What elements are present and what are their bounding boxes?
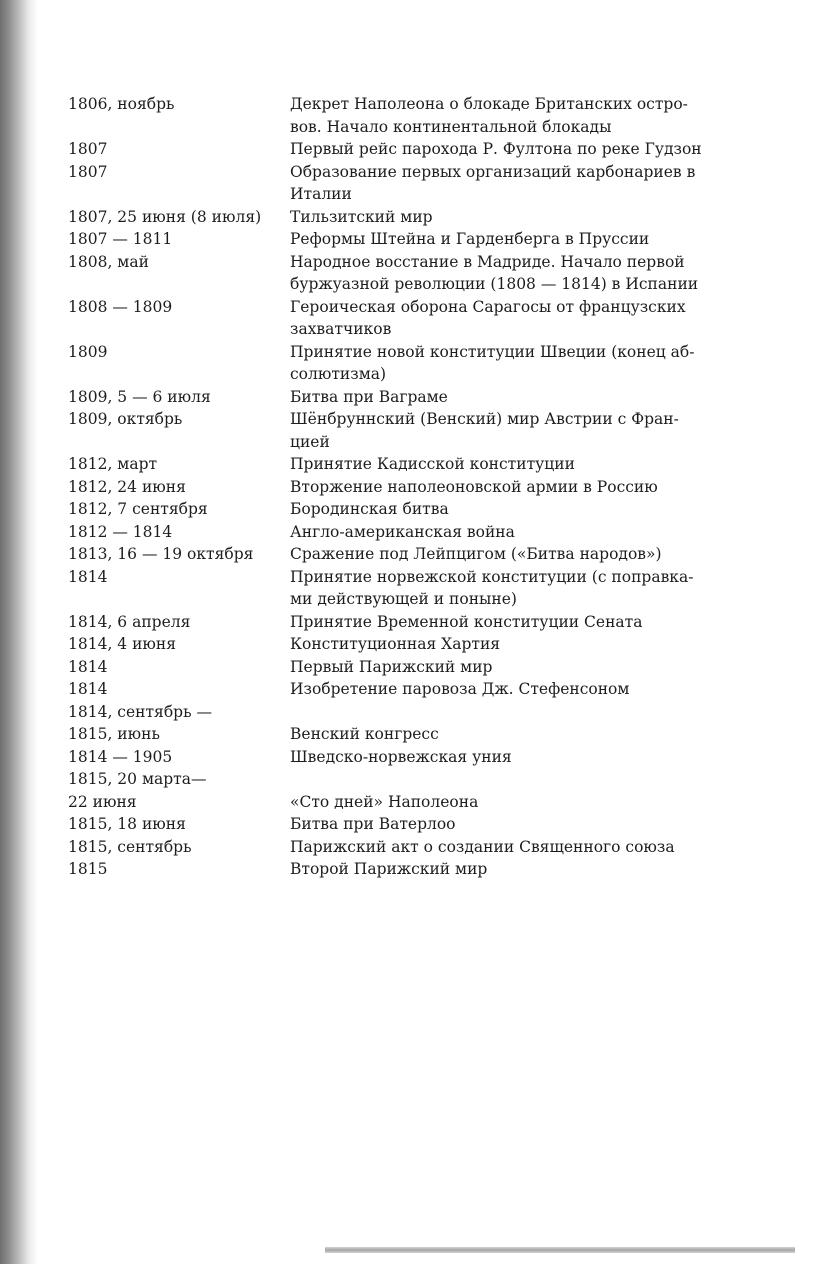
entry-date (68, 836, 290, 859)
entry-date-line: 1809, октябрь (68, 410, 183, 428)
chronology-row (68, 611, 740, 634)
chronology-row (68, 813, 740, 836)
chronology-row (68, 521, 740, 544)
chronology-row (68, 746, 740, 769)
entry-event-line: Героическая оборона Сарагосы от французских (290, 297, 686, 316)
entry-date-line: 1815, 20 марта— (68, 770, 207, 788)
entry-event (290, 386, 736, 409)
entry-event-line: буржуазной революции (1808 — 1814) в Испании (290, 275, 699, 293)
entry-event-line: Шёнбруннский (Венский) мир Австрии с Фран- (290, 410, 679, 428)
entry-date-line: 1815, июнь (68, 725, 160, 743)
entry-date (68, 746, 290, 769)
chronology-row (68, 408, 740, 453)
entry-event-line: Бородинская битва (290, 500, 449, 518)
entry-date (68, 656, 290, 679)
entry-event-line: Шведско-норвежская уния (290, 747, 512, 766)
entry-event (290, 521, 736, 544)
chronology-row (68, 836, 740, 859)
entry-date-line: 1814 (68, 657, 108, 676)
entry-event (290, 341, 736, 386)
entry-date-line: 1807 (68, 140, 108, 158)
chronology-row (68, 566, 740, 611)
entry-date (68, 768, 290, 813)
entry-event-line: Образование первых организаций карбонариев в (290, 162, 696, 181)
entry-date-line: 1814 (68, 680, 108, 698)
entry-event-line: Народное восстание в Мадриде. Начало первой (290, 252, 685, 271)
entry-event-line (290, 768, 736, 791)
chronology-row (68, 858, 740, 881)
chronology-row (68, 633, 740, 656)
entry-event (290, 746, 736, 769)
entry-date-line: 22 июня (68, 792, 137, 811)
entry-event (290, 408, 736, 453)
entry-event (290, 251, 736, 296)
entry-event (290, 858, 736, 881)
entry-event (290, 813, 736, 836)
entry-date (68, 453, 290, 476)
chronology-row (68, 656, 740, 679)
entry-event-line: Битва при Ваграме (290, 387, 448, 406)
entry-date-line: 1815 (68, 860, 108, 878)
chronology-row (68, 161, 740, 206)
entry-date-line: 1813, 16 — 19 октября (68, 545, 254, 563)
chronology-row (68, 228, 740, 251)
chronology-row (68, 498, 740, 521)
entry-event (290, 701, 736, 746)
entry-date-line: 1814 — 1905 (68, 747, 173, 766)
entry-date (68, 93, 290, 116)
entry-event (290, 633, 736, 656)
entry-event (290, 138, 736, 161)
entry-event-line: цией (290, 432, 330, 451)
entry-event (290, 678, 736, 701)
entry-date-line: 1814, 6 апреля (68, 612, 191, 631)
entry-event-line: Сражение под Лейпцигом («Битва народов») (290, 545, 662, 563)
entry-date-line: 1806, ноябрь (68, 95, 175, 113)
chronology-row (68, 476, 740, 499)
entry-date (68, 341, 290, 364)
chronology-row (68, 678, 740, 701)
entry-date-line: 1812, 24 июня (68, 477, 186, 496)
entry-event-line: вов. Начало континентальной блокады (290, 117, 612, 136)
entry-date-line: 1814, 4 июня (68, 635, 177, 653)
entry-event (290, 296, 736, 341)
entry-date-line: 1808, май (68, 252, 149, 271)
entry-date (68, 206, 290, 229)
entry-event (290, 228, 736, 251)
entry-event-line: захватчиков (290, 320, 392, 338)
entry-event-line: Принятие Кадисской конституции (290, 455, 575, 473)
entry-date-line: 1807, 25 июня (8 июля) (68, 207, 262, 226)
entry-event (290, 836, 736, 859)
entry-date-line: 1812, 7 сентября (68, 500, 208, 518)
entry-event-line: Италии (290, 185, 352, 203)
entry-event-line: «Сто дней» Наполеона (290, 792, 479, 811)
entry-date-line: 1814, сентябрь — (68, 702, 212, 721)
entry-event-line: Первый рейс парохода Р. Фултона по реке Гудзон (290, 140, 702, 158)
entry-date (68, 296, 290, 319)
entry-date-line: 1815, сентябрь (68, 837, 192, 856)
entry-date (68, 701, 290, 746)
entry-event-line: Первый Парижский мир (290, 657, 493, 676)
entry-date-line: 1812, март (68, 455, 158, 473)
entry-event-line: Принятие норвежской конституции (с поправка- (290, 567, 694, 586)
entry-event (290, 543, 736, 566)
entry-event-line (290, 701, 736, 724)
scan-edge-bar (325, 1247, 795, 1253)
entry-date (68, 251, 290, 274)
entry-event-line: солютизма) (290, 365, 387, 383)
entry-date (68, 611, 290, 634)
chronology-row (68, 251, 740, 296)
entry-date-line: 1807 (68, 162, 108, 181)
chronology-row (68, 138, 740, 161)
entry-date (68, 476, 290, 499)
entry-event-line: Битва при Ватерлоо (290, 815, 456, 833)
entry-date-line: 1812 — 1814 (68, 522, 173, 541)
chronology-row (68, 206, 740, 229)
entry-date (68, 498, 290, 521)
entry-event (290, 566, 736, 611)
chronology-row (68, 768, 740, 813)
entry-date (68, 228, 290, 251)
entry-date (68, 408, 290, 431)
entry-event-line: Тильзитский мир (290, 207, 433, 226)
entry-event-line: Второй Парижский мир (290, 860, 488, 878)
entry-date-line: 1809, 5 — 6 июля (68, 387, 211, 406)
entry-date (68, 521, 290, 544)
entry-event-line: Парижский акт о создании Священного союза (290, 837, 675, 856)
entry-date-line: 1809 (68, 342, 108, 361)
entry-event (290, 611, 736, 634)
entry-event-line: Изобретение паровоза Дж. Стефенсоном (290, 680, 630, 698)
entry-date-line: 1808 — 1809 (68, 297, 173, 316)
chronology-row (68, 701, 740, 746)
entry-event-line: Вторжение наполеоновской армии в Россию (290, 477, 658, 496)
entry-event-line: ми действующей и поныне) (290, 590, 517, 608)
entry-date-line: 1807 — 1811 (68, 230, 173, 248)
chronology-row (68, 341, 740, 386)
entry-date (68, 543, 290, 566)
entry-event-line: Декрет Наполеона о блокаде Британских остро- (290, 95, 688, 113)
entry-event-line: Конституционная Хартия (290, 635, 501, 653)
chronology-row (68, 543, 740, 566)
entry-date (68, 161, 290, 184)
entry-event (290, 206, 736, 229)
entry-date-line: 1814 (68, 567, 108, 586)
entry-date-line: 1815, 18 июня (68, 815, 186, 833)
entry-event-line: Англо-американская война (290, 522, 515, 541)
entry-event (290, 476, 736, 499)
entry-event (290, 768, 736, 813)
entry-event (290, 656, 736, 679)
chronology-row (68, 386, 740, 409)
chronology-row (68, 453, 740, 476)
entry-date (68, 858, 290, 881)
entry-event (290, 453, 736, 476)
entry-event-line: Принятие Временной конституции Сената (290, 612, 643, 631)
entry-date (68, 813, 290, 836)
entry-event (290, 498, 736, 521)
entry-event-line: Принятие новой конституции Швеции (конец аб- (290, 342, 695, 361)
chronology-row (68, 93, 740, 138)
entry-date (68, 566, 290, 589)
entry-event (290, 161, 736, 206)
book-spine-shadow (0, 0, 28, 1264)
entry-date (68, 386, 290, 409)
entry-event-line: Реформы Штейна и Гарденберга в Пруссии (290, 230, 650, 248)
entry-event-line: Венский конгресс (290, 725, 439, 743)
entry-event (290, 93, 736, 138)
page-gutter (28, 0, 38, 1264)
chronology-table (68, 93, 740, 881)
chronology-row (68, 296, 740, 341)
entry-date (68, 633, 290, 656)
entry-date (68, 678, 290, 701)
entry-date (68, 138, 290, 161)
